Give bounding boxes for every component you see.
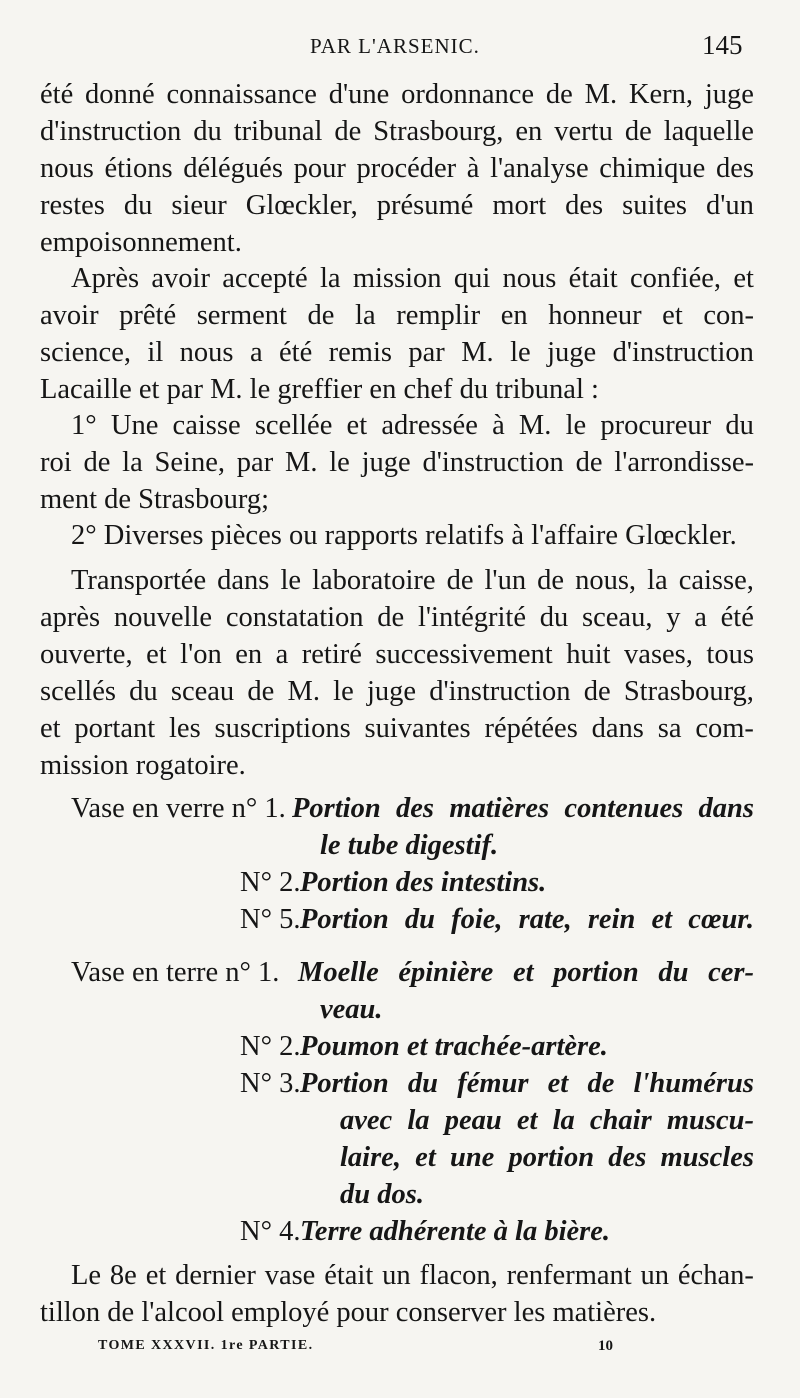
text-line: 1° Une caisse scellée et adressée à M. le procureur du — [71, 410, 754, 441]
vase-description: Portion du fémur et de l'humérus — [300, 1068, 754, 1099]
text-line: mission rogatoire. — [40, 750, 246, 781]
text-line: Transportée dans le laboratoire de l'un de nous, la caisse, — [71, 565, 754, 596]
vase-description: Moelle épinière et portion du cer- — [298, 957, 754, 988]
vase-description: laire, et une portion des muscles — [340, 1142, 754, 1173]
vase-description: Portion du foie, rate, rein et cœur. — [300, 904, 754, 935]
text-line: tillon de l'alcool employé pour conserver les matières. — [40, 1297, 657, 1328]
vase-description: Portion des matières contenues dans — [292, 793, 754, 824]
text-line: scellés du sceau de M. le juge d'instruction de Strasbourg, — [40, 676, 754, 707]
text-line: avoir prêté serment de la remplir en honneur et con- — [40, 300, 754, 331]
page-number: 145 — [702, 30, 743, 60]
vase-number: N° 3. — [240, 1068, 301, 1099]
text-line: empoisonnement. — [40, 227, 242, 258]
text-line: restes du sieur Glœckler, présumé mort des suites d'un — [40, 190, 754, 221]
vase-label: Vase en terre n° 1. — [71, 957, 280, 988]
text-line: Le 8e et dernier vase était un flacon, renfermant un échan- — [71, 1260, 754, 1291]
vase-description: veau. — [320, 994, 383, 1025]
signature-mark: 10 — [598, 1338, 613, 1354]
vase-number: N° 5. — [240, 904, 301, 935]
vase-label: Vase en verre n° 1. — [71, 793, 286, 824]
text-line: Lacaille et par M. le greffier en chef du tribunal : — [40, 374, 599, 405]
vase-description: le tube digestif. — [320, 830, 499, 861]
vase-description: Terre adhérente à la bière. — [300, 1216, 611, 1247]
text-line: après nouvelle constatation de l'intégrité du sceau, y a été — [40, 602, 754, 633]
text-line: nous étions délégués pour procéder à l'analyse chimique des — [40, 153, 754, 184]
text-line: et portant les suscriptions suivantes répétées dans sa com- — [40, 713, 754, 744]
vase-number: N° 2. — [240, 1031, 301, 1062]
text-line: science, il nous a été remis par M. le juge d'instruction — [40, 337, 754, 368]
vase-description: du dos. — [340, 1179, 424, 1210]
vase-description: avec la peau et la chair muscu- — [340, 1105, 754, 1136]
text-line: 2° Diverses pièces ou rapports relatifs à l'affaire Glœckler. — [71, 520, 737, 551]
vase-description: Poumon et trachée-artère. — [300, 1031, 608, 1062]
vase-number: N° 2. — [240, 867, 301, 898]
text-line: roi de la Seine, par M. le juge d'instruction de l'arrondisse- — [40, 447, 754, 478]
vase-description: Portion des intestins. — [300, 867, 547, 898]
volume-footer: TOME XXXVII. 1re PARTIE. — [98, 1338, 314, 1353]
text-line: Après avoir accepté la mission qui nous était confiée, et — [71, 263, 754, 294]
vase-number: N° 4. — [240, 1216, 301, 1247]
text-line: d'instruction du tribunal de Strasbourg, en vertu de laquelle — [40, 116, 754, 147]
running-title: PAR L'ARSENIC. — [310, 34, 480, 58]
text-line: ouverte, et l'on en a retiré successivement huit vases, tous — [40, 639, 754, 670]
text-line: été donné connaissance d'une ordonnance de M. Kern, juge — [40, 79, 754, 110]
text-line: ment de Strasbourg; — [40, 484, 270, 515]
